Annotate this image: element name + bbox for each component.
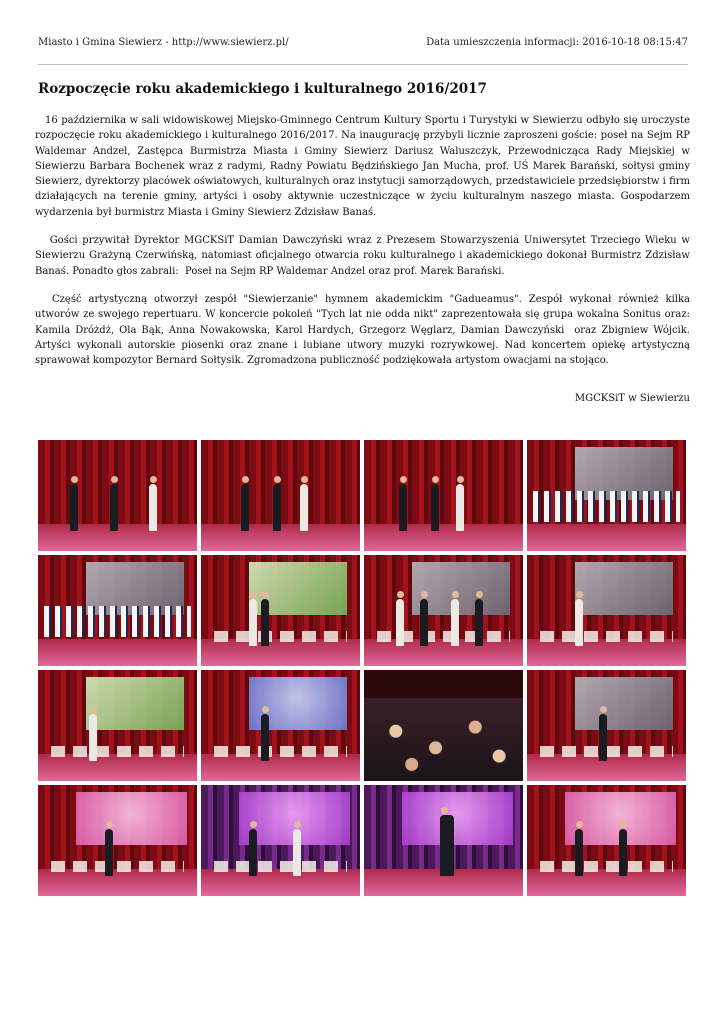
gallery-photo[interactable] [201, 440, 360, 551]
site-url: Miasto i Gmina Siewierz - http://www.siewierz.pl/ [38, 37, 289, 48]
gallery-photo[interactable] [527, 440, 686, 551]
gallery-photo[interactable] [38, 670, 197, 781]
paragraph-3: Część artystyczną otworzył zespół "Siewierzanie" hymnem akademickim "Gadueamus". Zespół wykonał również kilka utworów ze swojego repertuaru. W koncercie pokoleń "Tych lat nie odda nikt" zaprezentowała się grupa wokalna Sonitus oraz: Kamila Dróżdż, Ola Bąk, Anna Nowakowska, Karol Hardych, Grzegorz Węglarz, Damian Dawczyński oraz Zbigniew Wójcik. Artyści wykonali autorskie piosenki oraz znane i lubiane utwory muzyki rozrywkowej. Nad koncertem opiekę artystyczną sprawował kompozytor Bernard Sołtysik. Zgromadzona publiczność podziękowała artystom owacjami na stojąco. [35, 293, 694, 367]
gallery-photo[interactable] [364, 440, 523, 551]
gallery-photo[interactable] [201, 785, 360, 896]
article-title: Rozpoczęcie roku akademickiego i kulturalnego 2016/2017 [38, 81, 487, 97]
header-divider [38, 64, 688, 65]
photo-gallery [38, 440, 688, 898]
gallery-photo[interactable] [527, 670, 686, 781]
page-header [38, 37, 688, 51]
gallery-photo[interactable] [201, 555, 360, 666]
paragraph-2: Gości przywitał Dyrektor MGCKSiT Damian Dawczyński wraz z Prezesem Stowarzyszenia Uniwersytet Trzeciego Wieku w Siewierzu Grażyną Czerwińską, natomiast oficjalnego otwarcia roku kulturalnego i akademickiego dokonał Burmistrz Zdzisław Banaś. Ponadto głos zabrali: Poseł na Sejm RP Waldemar Andzel oraz prof. Marek Barański. [35, 235, 694, 277]
gallery-photo[interactable] [38, 785, 197, 896]
publication-date: Data umieszczenia informacji: 2016-10-18 08:15:47 [426, 37, 688, 48]
gallery-photo[interactable] [364, 785, 523, 896]
gallery-photo[interactable] [527, 555, 686, 666]
article-body [35, 113, 694, 381]
gallery-photo[interactable] [364, 555, 523, 666]
gallery-photo[interactable] [38, 555, 197, 666]
paragraph-1: 16 października w sali widowiskowej Miejsko-Gminnego Centrum Kultury Sportu i Turystyki w Siewierzu odbyło się uroczyste rozpoczęcie roku akademickiego i kulturalnego 2016/2017. Na inaugurację przybyli licznie zaproszeni goście: poseł na Sejm RP Waldemar Andzel, Zastępca Burmistrza Miasta i Gminy Siewierz Dariusz Waluszczyk, Przewodnicząca Rady Miejskiej w Siewierzu Barbara Bochenek wraz z radymi, Radny Powiatu Będzińskiego Jan Mucha, prof. UŚ Marek Barański, sołtysi gminy Siewierz, dyrektorzy placówek oświatowych, kulturalnych oraz instytucji samorządowych, przedstawiciele przedsiębiorstw i firm działających na terenie gminy, artyści i osoby aktywnie uczestniczące w życiu kulturalnym naszego miasta. Gospodarzem wydarzenia był burmistrz Miasta i Gminy Siewierz Zdzisław Banaś. [35, 115, 694, 218]
gallery-photo[interactable] [38, 440, 197, 551]
gallery-photo[interactable] [364, 670, 523, 781]
gallery-photo[interactable] [201, 670, 360, 781]
gallery-photo[interactable] [527, 785, 686, 896]
article-signature: MGCKSiT w Siewierzu [574, 393, 690, 404]
